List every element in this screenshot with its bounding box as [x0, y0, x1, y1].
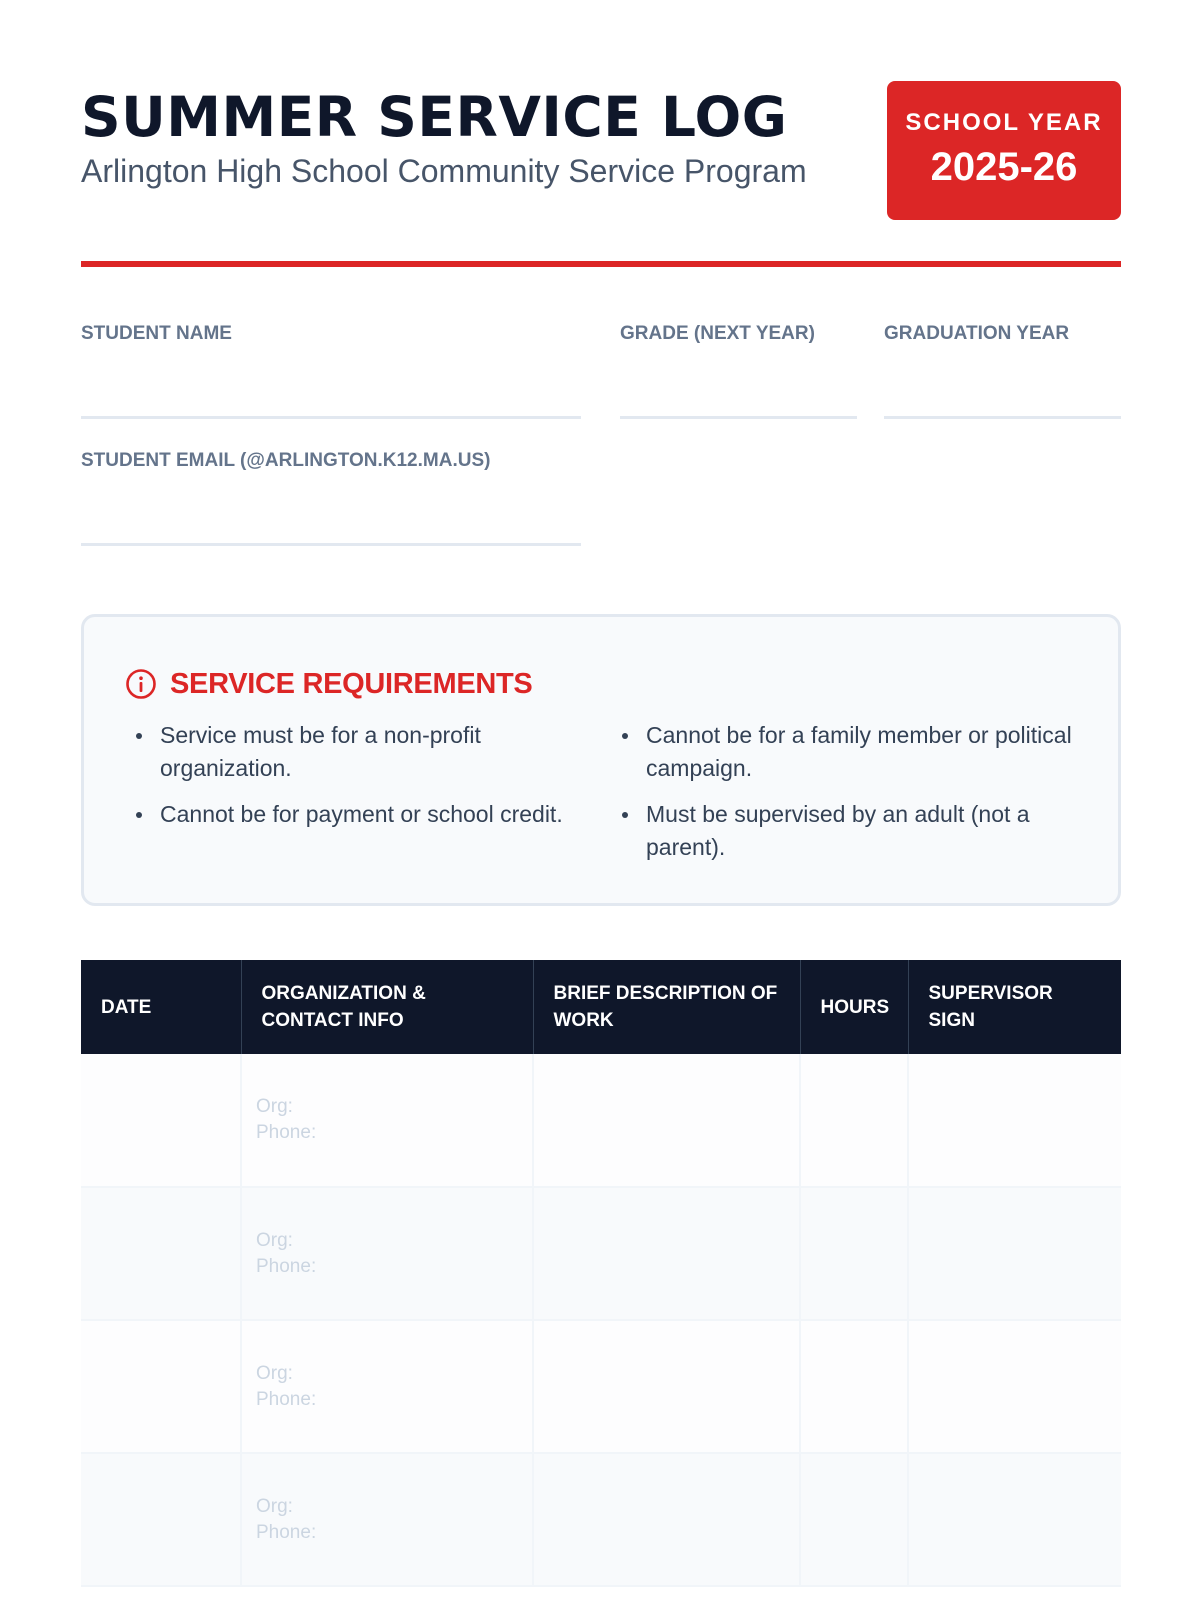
column-header-organization: ORGANIZATION & CONTACT INFO — [241, 960, 533, 1054]
supervisor-sign-cell[interactable] — [908, 1187, 1121, 1320]
contact-hint — [256, 1228, 518, 1280]
requirements-list-left — [132, 719, 592, 844]
hours-cell[interactable] — [800, 1187, 908, 1320]
org-hint: Org: — [256, 1495, 293, 1517]
organization-cell[interactable] — [241, 1054, 533, 1187]
date-cell[interactable] — [81, 1187, 241, 1320]
org-hint: Org: — [256, 1096, 293, 1117]
info-circle-icon — [125, 668, 157, 700]
column-header-description: BRIEF DESCRIPTION OF WORK — [533, 960, 800, 1054]
contact-hint — [256, 1361, 518, 1413]
header-divider — [81, 261, 1121, 267]
date-cell[interactable] — [81, 1453, 241, 1586]
org-hint: Org: — [256, 1362, 293, 1384]
student-email-line[interactable] — [81, 543, 581, 546]
org-hint: Org: — [256, 1229, 293, 1251]
student-email-label: STUDENT EMAIL (@ARLINGTON.K12.MA.US) — [81, 450, 491, 471]
contact-hint — [256, 1094, 518, 1146]
school-year-label: SCHOOL YEAR — [905, 109, 1103, 136]
date-cell[interactable] — [81, 1054, 241, 1187]
page-subtitle: Arlington High School Community Service Program — [81, 153, 807, 189]
requirement-item: Cannot be for a family member or political campaign. — [618, 719, 1078, 785]
table-header-row — [81, 960, 1121, 1054]
requirements-heading — [125, 666, 532, 702]
phone-hint: Phone: — [256, 1122, 317, 1143]
requirements-title: SERVICE REQUIREMENTS — [170, 668, 533, 700]
page-title: SUMMER SERVICE LOG — [81, 85, 788, 149]
service-log-table — [81, 960, 1121, 1587]
graduation-year-label: GRADUATION YEAR — [884, 323, 1070, 344]
page-header — [81, 81, 1121, 221]
supervisor-sign-cell[interactable] — [908, 1054, 1121, 1187]
supervisor-sign-cell[interactable] — [908, 1453, 1121, 1586]
table-row — [81, 1054, 1121, 1187]
contact-hint — [256, 1494, 518, 1546]
table-row — [81, 1453, 1121, 1586]
column-header-hours: HOURS — [800, 960, 908, 1054]
organization-cell[interactable] — [241, 1453, 533, 1586]
requirement-item: Cannot be for payment or school credit. — [132, 798, 592, 831]
description-cell[interactable] — [533, 1453, 800, 1586]
school-year-value: 2025-26 — [930, 145, 1078, 189]
table-row — [81, 1187, 1121, 1320]
phone-hint: Phone: — [256, 1521, 317, 1543]
hours-cell[interactable] — [800, 1054, 908, 1187]
graduation-year-line[interactable] — [884, 416, 1121, 419]
table-row — [81, 1320, 1121, 1453]
hours-cell[interactable] — [800, 1453, 908, 1586]
phone-hint: Phone: — [256, 1388, 317, 1410]
date-cell[interactable] — [81, 1320, 241, 1453]
student-name-label: STUDENT NAME — [81, 323, 232, 344]
student-name-field[interactable] — [81, 322, 581, 422]
phone-hint: Phone: — [256, 1255, 317, 1277]
graduation-year-field[interactable] — [884, 322, 1121, 422]
supervisor-sign-cell[interactable] — [908, 1320, 1121, 1453]
requirements-list-right — [618, 719, 1078, 877]
column-header-date: DATE — [81, 960, 241, 1054]
organization-cell[interactable] — [241, 1187, 533, 1320]
hours-cell[interactable] — [800, 1320, 908, 1453]
service-requirements-panel — [81, 614, 1121, 906]
organization-cell[interactable] — [241, 1320, 533, 1453]
grade-line[interactable] — [620, 416, 857, 419]
description-cell[interactable] — [533, 1187, 800, 1320]
school-year-badge — [887, 81, 1121, 220]
description-cell[interactable] — [533, 1320, 800, 1453]
description-cell[interactable] — [533, 1054, 800, 1187]
grade-label: GRADE (NEXT YEAR) — [620, 323, 815, 344]
student-email-field[interactable] — [81, 449, 581, 549]
student-name-line[interactable] — [81, 416, 581, 419]
requirement-item: Service must be for a non-profit organization. — [132, 719, 592, 785]
column-header-supervisor-sign: SUPERVISOR SIGN — [908, 960, 1121, 1054]
requirement-item: Must be supervised by an adult (not a parent). — [618, 798, 1078, 864]
grade-field[interactable] — [620, 322, 857, 422]
